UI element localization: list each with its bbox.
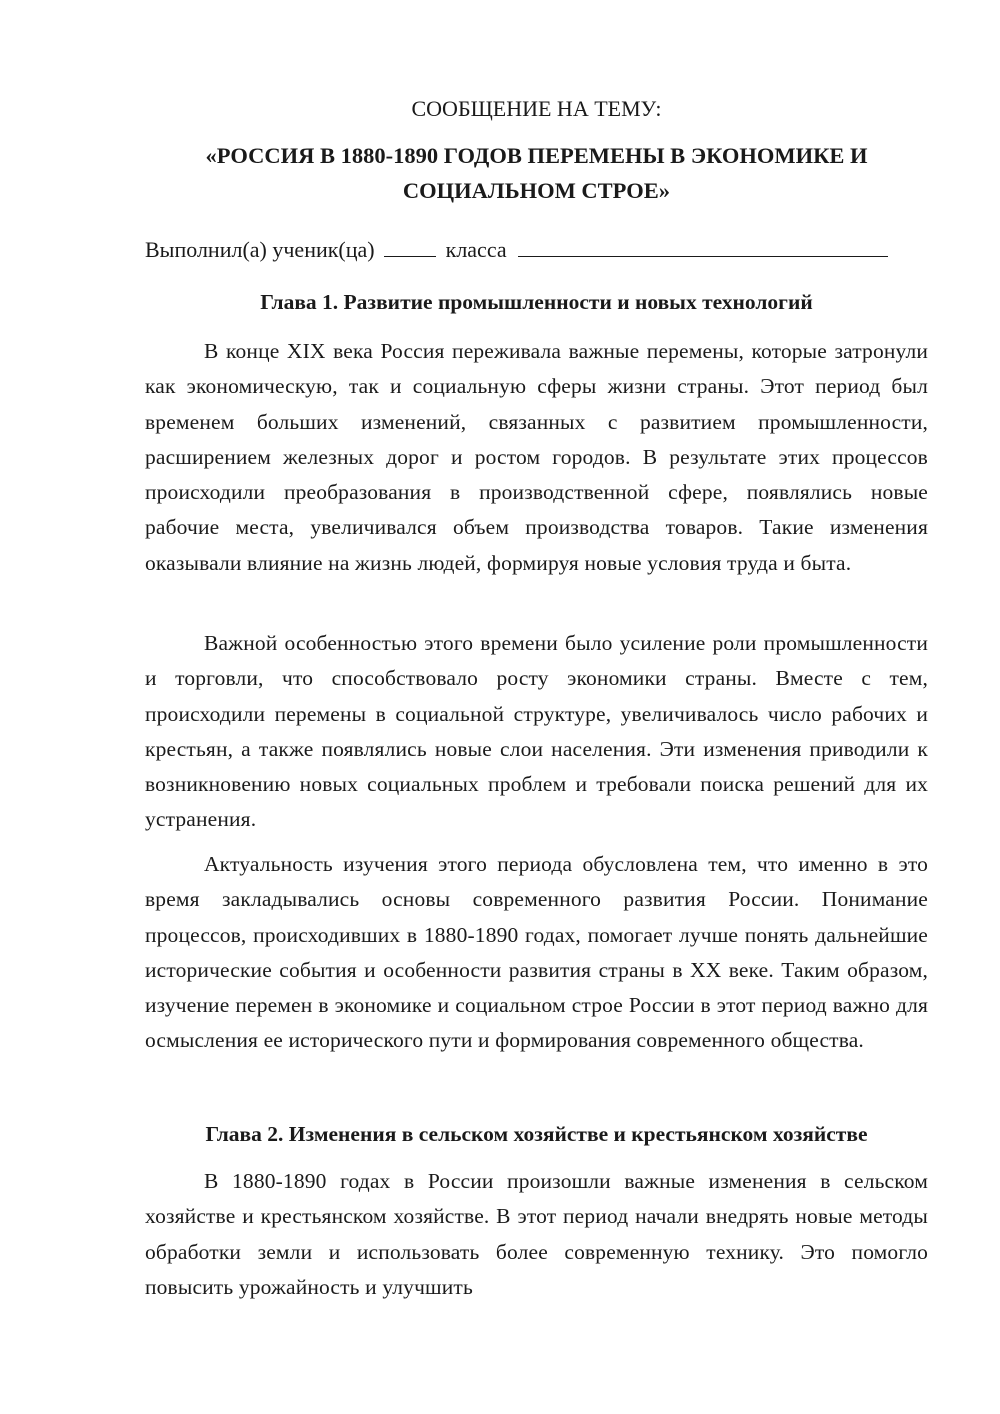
author-line bbox=[145, 234, 928, 263]
document-title-prefix: СООБЩЕНИЕ НА ТЕМУ: bbox=[411, 96, 662, 121]
chapter-2-paragraph-1: В 1880-1890 годах в России произошли важные изменения в сельском хозяйстве и крестьянском хозяйстве. В этот период начали внедрять новые методы обработки земли и использовать более современную технику. Это помогло повысить урожайность и улучшить bbox=[145, 1169, 928, 1299]
author-label: Выполнил(а) ученик(ца) bbox=[145, 237, 375, 262]
chapter-1-paragraph-3: Актуальность изучения этого периода обусловлена тем, что именно в это время закладывались основы современного развития России. Понимание процессов, происходивших в 1880-1890 годах, помогает лучше понять дальнейшие исторические события и особенности развития страны в XX веке. Таким образом, изучение перемен в экономике и социальном строе России в этот период важно для осмысления ее исторического пути и формирования современного общества. bbox=[145, 852, 928, 1053]
chapter-1-paragraph-1: В конце XIX века Россия переживала важные перемены, которые затронули как экономическую, так и социальную сферы жизни страны. Этот период был временем больших изменений, связанных с развитием промышленности, расширением железных дорог и ростом городов. В результате этих процессов происходили преобразования в производственной сфере, появлялись новые рабочие места, увеличивался объем производства товаров. Такие изменения оказывали влияние на жизнь людей, формируя новые условия труда и быта. bbox=[145, 339, 928, 575]
chapter-1-heading: Глава 1. Развитие промышленности и новых технологий bbox=[260, 290, 813, 314]
chapter-2-heading: Глава 2. Изменения в сельском хозяйстве и крестьянском хозяйстве bbox=[205, 1122, 868, 1146]
class-name-blank bbox=[518, 234, 888, 257]
class-label: класса bbox=[445, 237, 507, 262]
document-title-line-1: «РОССИЯ В 1880-1890 ГОДОВ ПЕРЕМЕНЫ В ЭКОНОМИКЕ И bbox=[205, 143, 868, 168]
document-title-line-2: СОЦИАЛЬНОМ СТРОЕ» bbox=[402, 178, 671, 203]
class-number-blank bbox=[384, 234, 436, 257]
chapter-1-paragraph-2: Важной особенностью этого времени было усиление роли промышленности и торговли, что способствовало росту экономики страны. Вместе с тем, происходили перемены в социальной структуре, увеличивалось число рабочих и крестьян, а также появлялись новые слои населения. Эти изменения приводили к возникновению новых социальных проблем и требовали поиска решений для их устранения. bbox=[145, 631, 928, 832]
